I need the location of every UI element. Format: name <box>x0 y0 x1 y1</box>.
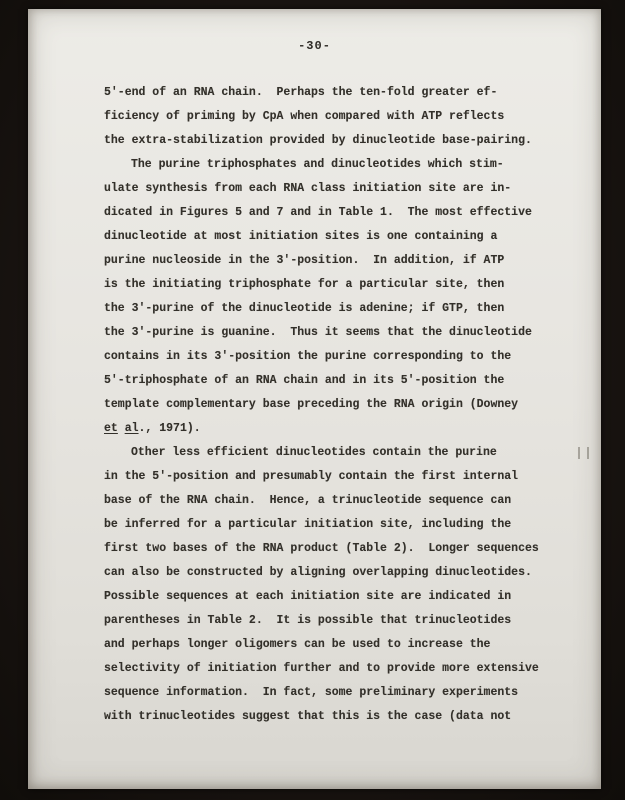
page-body <box>104 81 574 729</box>
text-segment: ., 1971). <box>138 422 201 435</box>
text-line: selectivity of initiation further and to provide more extensive <box>104 662 539 675</box>
text-line: the extra-stabilization provided by dinucleotide base-pairing. <box>104 134 532 147</box>
text-line: ficiency of priming by CpA when compared with ATP reflects <box>104 110 505 123</box>
text-line: dicated in Figures 5 and 7 and in Table 1. The most effective <box>104 206 532 219</box>
paragraph <box>104 441 574 729</box>
text-line: 5'-triphosphate of an RNA chain and in its 5'-position the <box>104 374 505 387</box>
text-line: in the 5'-position and presumably contain the first internal <box>104 470 519 483</box>
text-line: be inferred for a particular initiation site, including the <box>104 518 512 531</box>
text-line: ulate synthesis from each RNA class initiation site are in- <box>104 182 512 195</box>
underlined-text: al <box>124 422 139 435</box>
text-line: with trinucleotides suggest that this is the case (data not <box>104 710 512 723</box>
text-line: template complementary base preceding the RNA origin (Downey <box>104 398 519 411</box>
scan-artifact-mark <box>578 447 589 459</box>
text-line: first two bases of the RNA product (Table 2). Longer sequences <box>104 542 539 555</box>
page-number: -30- <box>298 39 331 53</box>
text-line: parentheses in Table 2. It is possible that trinucleotides <box>104 614 512 627</box>
paragraph <box>104 81 574 153</box>
text-line: sequence information. In fact, some preliminary experiments <box>104 686 519 699</box>
underlined-text: et <box>104 422 118 435</box>
text-line: purine nucleoside in the 3'-position. In addition, if ATP <box>104 254 505 267</box>
text-segment <box>118 422 125 435</box>
text-line: contains in its 3'-position the purine corresponding to the <box>104 350 512 363</box>
text-line: Other less efficient dinucleotides contain the purine <box>131 446 497 459</box>
document-page <box>28 9 601 789</box>
text-line: base of the RNA chain. Hence, a trinucleotide sequence can <box>104 494 512 507</box>
paragraph <box>104 153 574 441</box>
text-line: 5'-end of an RNA chain. Perhaps the ten-fold greater ef- <box>104 86 498 99</box>
text-line: The purine triphosphates and dinucleotides which stim- <box>131 158 504 171</box>
text-line: the 3'-purine is guanine. Thus it seems that the dinucleotide <box>104 326 532 339</box>
text-line: the 3'-purine of the dinucleotide is adenine; if GTP, then <box>104 302 505 315</box>
text-line: and perhaps longer oligomers can be used to increase the <box>104 638 491 651</box>
text-line: Possible sequences at each initiation site are indicated in <box>104 590 512 603</box>
text-line: dinucleotide at most initiation sites is one containing a <box>104 230 498 243</box>
text-line: can also be constructed by aligning overlapping dinucleotides. <box>104 566 532 579</box>
text-line <box>104 417 574 441</box>
text-line: is the initiating triphosphate for a particular site, then <box>104 278 505 291</box>
